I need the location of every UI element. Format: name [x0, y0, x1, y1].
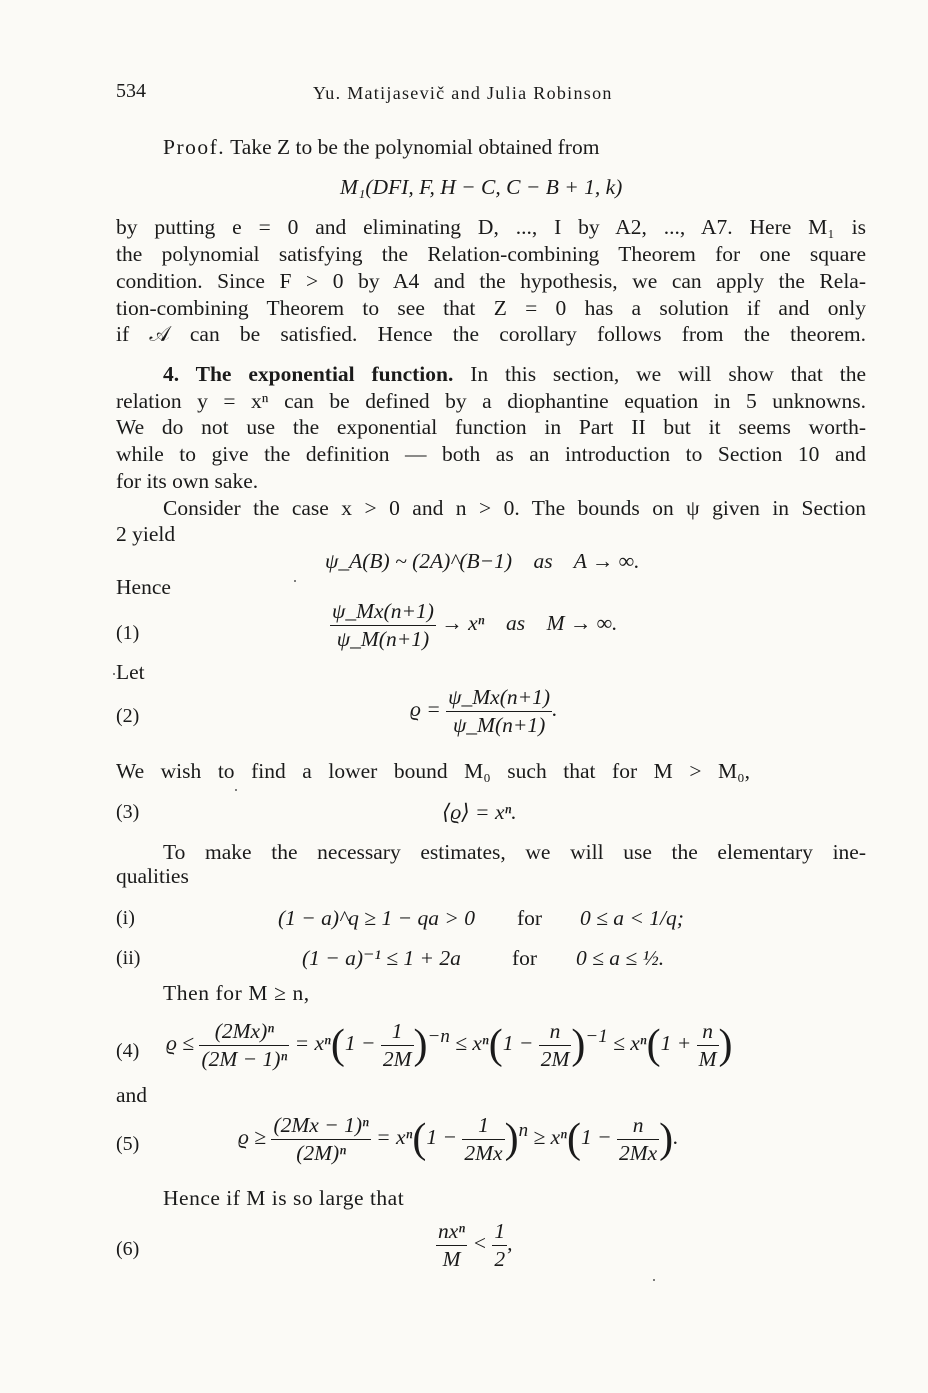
ineq-i-condition: 0 ≤ a < 1/q;	[580, 906, 684, 930]
ineq4-frac2	[381, 1018, 414, 1072]
eq2-label: (2)	[116, 705, 140, 727]
ineq5-frac2	[462, 1112, 504, 1166]
ineq4-label: (4)	[116, 1040, 140, 1062]
left-paren: (	[488, 1022, 503, 1069]
ineq4-frac4-num: n	[702, 1019, 713, 1043]
ineq4-p3: 1 +	[660, 1031, 692, 1056]
scan-speck	[235, 789, 237, 791]
ineq5-frac1	[271, 1112, 370, 1166]
ineq5-p1: 1 −	[426, 1125, 457, 1150]
consider-line-1: Consider the case x > 0 and n > 0. The bounds on ψ given in Section	[163, 496, 866, 520]
ineq4-frac3-num: n	[549, 1019, 561, 1043]
right-paren: )	[659, 1116, 674, 1163]
eq2-formula	[410, 684, 557, 738]
eq6-rhs-fraction	[492, 1218, 507, 1272]
ineq5-frac2-num: 1	[478, 1113, 489, 1137]
eq3-formula: ⟨ϱ⟩ = xⁿ.	[442, 800, 517, 824]
section-line-1: relation y = xⁿ can be defined by a diophantine equation in 5 unknowns.	[116, 389, 866, 413]
hence-word: Hence	[116, 575, 171, 599]
running-title: Yu. Matijasevič and Julia Robinson	[313, 83, 613, 103]
eq2-numerator: ψ_Mx(n+1)	[448, 685, 551, 709]
proof-first-line	[163, 134, 599, 161]
estimates-line-1: To make the necessary estimates, we will use the elementary ine-	[163, 840, 866, 864]
ineq5-frac3-den: 2Mx	[618, 1140, 658, 1165]
ineq4-le1: ≤ xⁿ	[455, 1031, 489, 1056]
eq6-label: (6)	[116, 1238, 140, 1260]
ineq-i-for: for	[517, 906, 543, 930]
eq3-label: (3)	[116, 801, 140, 823]
eq1-denominator: ψ_M(n+1)	[330, 625, 436, 653]
eq2-denominator: ψ_M(n+1)	[446, 711, 552, 739]
eq1-tail: → xⁿ as M → ∞.	[441, 611, 618, 636]
asymptotic-formula: ψ_A(B) ~ (2A)^(B−1) as A → ∞.	[325, 549, 640, 573]
ineq5-frac2-den: 2Mx	[464, 1140, 503, 1165]
eq1-fraction	[330, 598, 436, 652]
ineq5-frac3-num: n	[632, 1113, 644, 1137]
ineq4-frac3	[539, 1018, 572, 1072]
section-heading: 4. The exponential function.	[163, 362, 454, 386]
ineq5-frac1-num: (2Mx − 1)ⁿ	[273, 1113, 369, 1137]
ineq4-frac1-den: (2M − 1)ⁿ	[201, 1046, 288, 1071]
section-first-line-rest: In this section, we will show that the	[470, 362, 866, 386]
ineq4-frac2-den: 2M	[382, 1046, 412, 1071]
ineq5-formula	[238, 1112, 679, 1166]
eq6-lhs-den: M	[436, 1245, 467, 1273]
eq6-rhs-den: 2	[494, 1246, 506, 1271]
left-paren: (	[412, 1116, 427, 1163]
ineq-ii-condition: 0 ≤ a ≤ ½.	[576, 946, 665, 970]
ineq5-p2: 1 −	[580, 1125, 612, 1150]
ineq4-exp2: −1	[585, 1025, 608, 1047]
section-heading-line	[163, 361, 866, 388]
right-paren: )	[413, 1022, 428, 1069]
ineq-i-formula: (1 − a)^q ≥ 1 − qa > 0	[278, 906, 475, 930]
ineq4-lhs: ϱ ≤	[166, 1031, 195, 1056]
ineq5-eq: = xⁿ	[376, 1125, 413, 1150]
scan-speck	[294, 580, 296, 582]
left-paren: (	[646, 1022, 661, 1069]
ineq4-frac2-num: 1	[391, 1019, 403, 1043]
section-line-4: for its own sake.	[116, 469, 259, 493]
ineq5-frac3	[617, 1112, 659, 1166]
eq6-tail: ,	[507, 1231, 513, 1256]
proof-line-3: condition. Since F > 0 by A4 and the hypothesis, we can apply the Rela-	[116, 269, 866, 293]
ineq4-p1: 1 −	[344, 1031, 376, 1056]
ineq-ii-label: (ii)	[116, 947, 141, 969]
right-paren: )	[718, 1022, 733, 1069]
page-number: 534	[116, 80, 146, 102]
ineq5-lhs: ϱ ≥	[238, 1125, 267, 1150]
eq1-label: (1)	[116, 622, 140, 644]
eq2-lhs: ϱ =	[410, 697, 441, 722]
eq2-tail: .	[552, 697, 558, 722]
eq6-lt: <	[472, 1231, 487, 1256]
ineq5-frac1-den: (2M)ⁿ	[271, 1139, 370, 1167]
proof-lead-text: Take Z to be the polynomial obtained from	[230, 135, 600, 159]
ineq5-ge: ≥ xⁿ	[533, 1125, 567, 1150]
right-paren: )	[504, 1116, 519, 1163]
ineq4-exp1: −n	[427, 1025, 450, 1047]
ineq4-frac1-num: (2Mx)ⁿ	[214, 1019, 274, 1043]
ineq-ii-formula: (1 − a)⁻¹ ≤ 1 + 2a	[302, 946, 461, 970]
eq6-formula	[436, 1218, 512, 1272]
ineq-ii-for: for	[512, 946, 538, 970]
proof-line-4: tion-combining Theorem to see that Z = 0 has a solution if and only	[116, 296, 866, 320]
eq6-rhs-num: 1	[494, 1219, 506, 1243]
and-word: and	[116, 1083, 148, 1107]
estimates-line-2: qualities	[116, 864, 189, 888]
eq2-fraction	[446, 684, 552, 738]
right-paren: )	[571, 1022, 586, 1069]
ineq4-frac4	[697, 1018, 719, 1072]
eq1-numerator: ψ_Mx(n+1)	[332, 599, 434, 623]
ineq-i-label: (i)	[116, 907, 135, 929]
ineq5-label: (5)	[116, 1133, 140, 1155]
ineq5-exp1: n	[518, 1119, 529, 1141]
left-paren: (	[330, 1022, 345, 1069]
eq1-formula	[330, 598, 617, 652]
eq6-lhs-fraction	[436, 1218, 467, 1272]
proof-line-5: if 𝒜 can be satisfied. Hence the corollary follows from the theorem.	[116, 322, 866, 346]
then-line: Then for M ≥ n,	[163, 981, 310, 1005]
scan-speck	[653, 1279, 655, 1281]
section-line-2: We do not use the exponential function in Part II but it seems worth-	[116, 415, 866, 439]
scan-speck	[113, 673, 115, 675]
hence-large-line: Hence if M is so large that	[163, 1186, 405, 1210]
ineq4-frac1	[199, 1018, 289, 1072]
proof-label: Proof.	[163, 135, 226, 159]
ineq4-frac4-den: M	[698, 1046, 717, 1071]
left-paren: (	[566, 1116, 581, 1163]
proof-line-1: by putting e = 0 and eliminating D, ..., I by A2, ..., A7. Here M₁ is	[116, 215, 866, 239]
consider-line-2: 2 yield	[116, 522, 176, 546]
section-line-3: while to give the definition — both as an introduction to Section 10 and	[116, 442, 866, 466]
proof-line-2: the polynomial satisfying the Relation-combining Theorem for one square	[116, 242, 866, 266]
ineq4-formula	[166, 1018, 733, 1072]
ineq4-le2: ≤ xⁿ	[613, 1031, 647, 1056]
let-word: Let	[116, 660, 145, 684]
proof-display-formula: M₁(DFI, F, H − C, C − B + 1, k)	[340, 175, 623, 199]
wish-line: We wish to find a lower bound M₀ such that for M > M₀,	[116, 759, 750, 783]
ineq4-p2: 1 −	[502, 1031, 534, 1056]
ineq4-frac3-den: 2M	[540, 1046, 570, 1071]
ineq5-tail: .	[673, 1125, 679, 1150]
eq6-lhs-num: nxⁿ	[438, 1219, 466, 1243]
ineq4-eq: = xⁿ	[294, 1031, 331, 1056]
